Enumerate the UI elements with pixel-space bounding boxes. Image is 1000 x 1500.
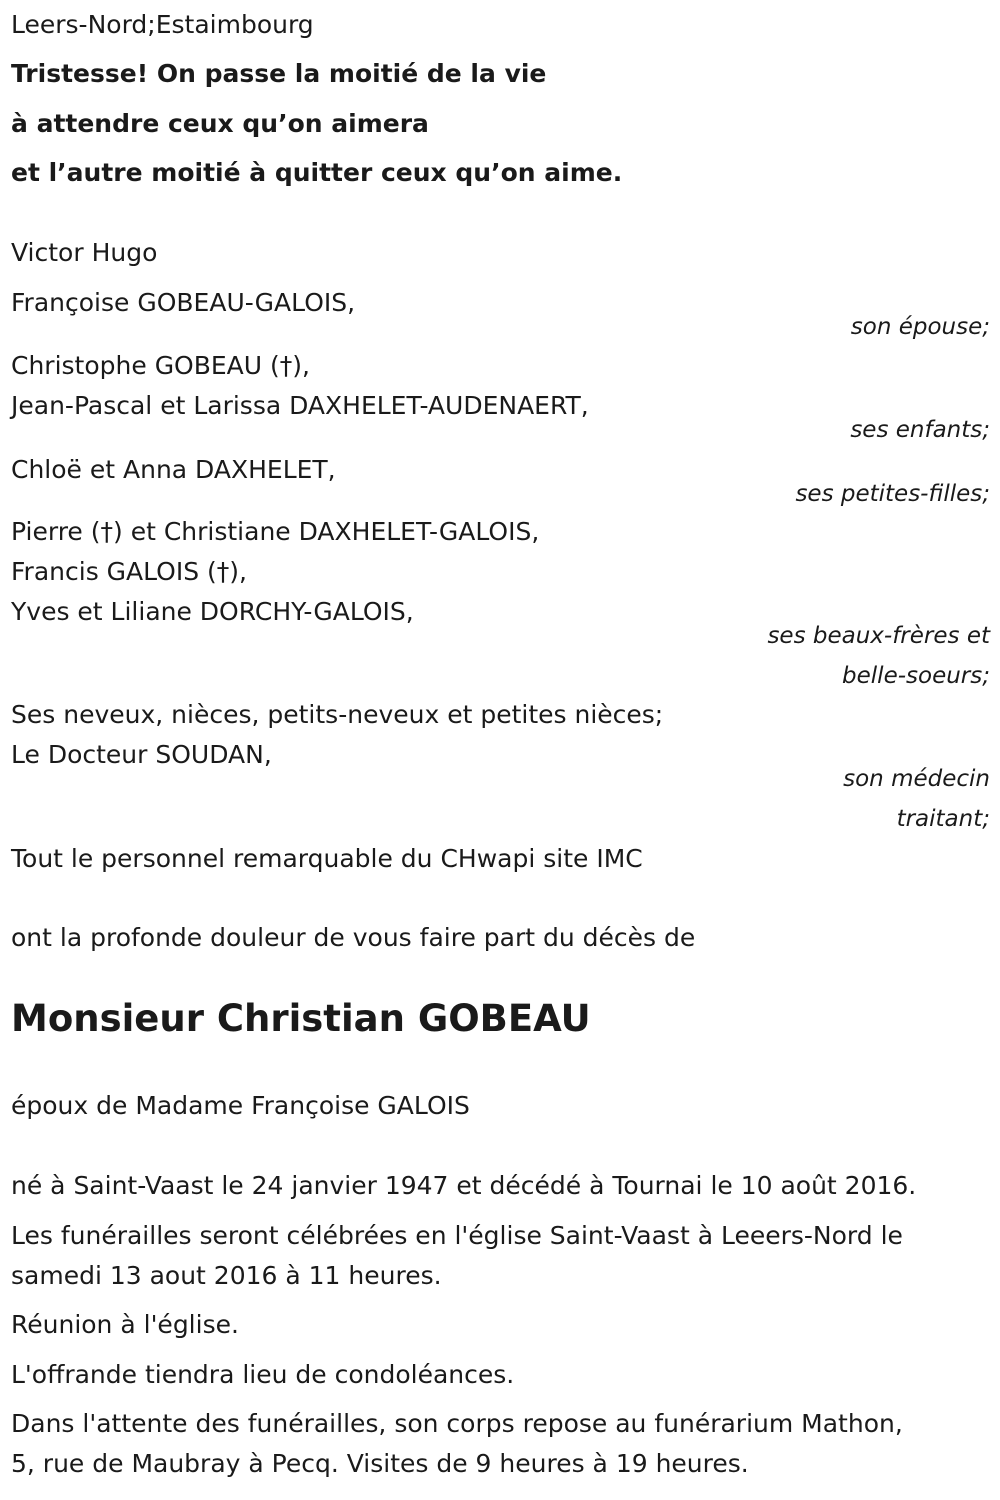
announcement: ont la profonde douleur de vous faire part du décès de [11,923,696,952]
spouse-role: son épouse; [850,314,990,340]
quote-line: Tristesse! On passe la moitié de la vie [11,59,547,88]
spouse-name: Françoise GOBEAU-GALOIS, [11,288,356,317]
grandchildren-names: Chloë et Anna DAXHELET, [11,455,336,484]
staff-line: Tout le personnel remarquable du CHwapi site IMC [11,844,643,873]
ceremony-line: Les funérailles seront célébrées en l'église Saint-Vaast à Leeers-Nord le [11,1221,903,1250]
repose-line: Dans l'attente des funérailles, son corps repose au funérarium Mathon, [11,1409,903,1438]
repose-line: 5, rue de Maubray à Pecq. Visites de 9 heures à 19 heures. [11,1449,749,1478]
child-name: Jean-Pascal et Larissa DAXHELET-AUDENAERT, [11,391,589,420]
doctor-role: traitant; [896,806,990,832]
location: Leers-Nord;Estaimbourg [11,10,314,39]
grandchildren-role: ses petites-filles; [795,481,990,507]
inlaw-name: Francis GALOIS (†), [11,557,247,586]
ceremony-line: samedi 13 aout 2016 à 11 heures. [11,1261,442,1290]
inlaw-name: Yves et Liliane DORCHY-GALOIS, [11,597,414,626]
child-name: Christophe GOBEAU (†), [11,351,310,380]
inlaw-name: Pierre (†) et Christiane DAXHELET-GALOIS, [11,517,540,546]
quote-author: Victor Hugo [11,238,158,267]
deceased-name: Monsieur Christian GOBEAU [11,997,591,1040]
nephews-line: Ses neveux, nièces, petits-neveux et petites nièces; [11,700,664,729]
quote-line: et l’autre moitié à quitter ceux qu’on aime. [11,158,623,187]
meeting-line: Réunion à l'église. [11,1310,239,1339]
birth-death: né à Saint-Vaast le 24 janvier 1947 et décédé à Tournai le 10 août 2016. [11,1171,917,1200]
inlaws-role: ses beaux-frères et [767,623,990,649]
doctor-name: Le Docteur SOUDAN, [11,740,272,769]
inlaws-role: belle-soeurs; [842,663,990,689]
offering-line: L'offrande tiendra lieu de condoléances. [11,1360,515,1389]
doctor-role: son médecin [843,766,990,792]
spouse-of: époux de Madame Françoise GALOIS [11,1091,470,1120]
children-role: ses enfants; [850,417,990,443]
quote-line: à attendre ceux qu’on aimera [11,109,429,138]
